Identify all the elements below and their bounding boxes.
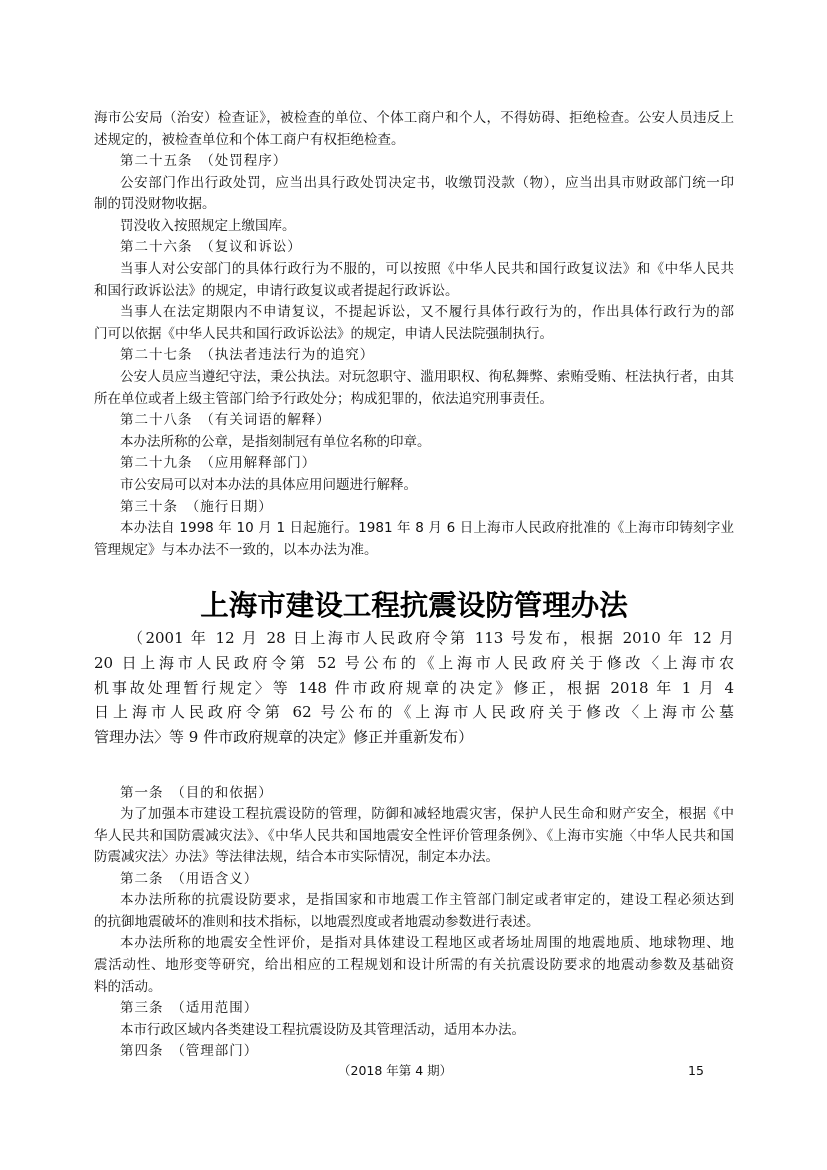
subtitle-line: 管理办法〉等 9 件市政府规章的决定》修正并重新发布） [94, 728, 474, 746]
paragraph-line: 防震减灾法〉办法》等法律法规，结合本市实际情况，制定本办法。 [94, 849, 499, 865]
paragraph-line: 制的罚没财物收据。 [94, 196, 216, 212]
paragraph-line: 市公安局可以对本办法的具体应用问题进行解释。 [120, 477, 417, 493]
article-heading: 第二十六条 （复议和诉讼） [120, 239, 302, 255]
paragraph-line: 门可以依据《中华人民共和国行政诉讼法》的规定，申请人民法院强制执行。 [94, 326, 553, 342]
page-number: 15 [688, 1063, 704, 1078]
subtitle-line: 机事故处理暂行规定〉等 148 件市政府规章的决定》修正，根据 2018 年 1 月 4 [94, 679, 734, 697]
article-heading: 第二十七条 （执法者违法行为的追究） [120, 347, 375, 363]
paragraph-line: 公安部门作出行政处罚，应当出具行政处罚决定书，收缴罚没款（物），应当出具市财政部门统一印 [120, 175, 734, 191]
paragraph-line: 述规定的，被检查单位和个体工商户有权拒绝检查。 [94, 132, 405, 148]
paragraph-line: 所在单位或者上级主管部门给予行政处分；构成犯罪的，依法追究刑事责任。 [94, 391, 553, 407]
paragraph-line: 当事人对公安部门的具体行政行为不服的，可以按照《中华人民共和国行政复议法》和《中华人民共 [120, 261, 734, 277]
article-heading: 第二条 （用语含义） [120, 871, 259, 887]
paragraph-line: 本市行政区域内各类建设工程抗震设防及其管理活动，适用本办法。 [120, 1022, 525, 1038]
paragraph-line: 海市公安局（治安）检查证》，被检查的单位、个体工商户和个人，不得妨碍、拒绝检查。公安人员违反上 [94, 110, 734, 126]
paragraph-line: 本办法所称的抗震设防要求，是指国家和市地震工作主管部门制定或者审定的，建设工程必须达到 [120, 892, 734, 908]
paragraph-line: 和国行政诉讼法》的规定，申请行政复议或者提起行政诉讼。 [94, 283, 459, 299]
subtitle-line: 20 日上海市人民政府令第 52 号公布的《上海市人民政府关于修改〈上海市农 [94, 654, 734, 672]
article-heading: 第二十五条 （处罚程序） [120, 153, 288, 169]
article-heading: 第二十八条 （有关词语的解释） [120, 412, 331, 428]
article-heading: 第三十条 （施行日期） [120, 499, 273, 515]
paragraph-line: 本办法自 1998 年 10 月 1 日起施行。1981 年 8 月 6 日上海市人民政府批准的《上海市印铸刻字业 [120, 520, 734, 536]
article-heading: 第二十九条 （应用解释部门） [120, 455, 317, 471]
article-heading: 第三条 （适用范围） [120, 1000, 259, 1016]
paragraph-line: 华人民共和国防震减灾法》、《中华人民共和国地震安全性评价管理条例》、《上海市实施〈中华人民共和国 [94, 828, 734, 844]
subtitle-line: 日上海市人民政府令第 62 号公布的《上海市人民政府关于修改〈上海市公墓 [94, 703, 734, 721]
paragraph-line: 公安人员应当遵纪守法，秉公执法。对玩忽职守、滥用职权、徇私舞弊、索贿受贿、枉法执行者，由其 [120, 369, 734, 385]
subtitle-line: （2001 年 12 月 28 日上海市人民政府令第 113 号发布，根据 2010 年 12 月 [128, 629, 734, 647]
paragraph-line: 当事人在法定期限内不申请复议，不提起诉讼，又不履行具体行政行为的，作出具体行政行为的部 [120, 304, 734, 320]
paragraph-line: 本办法所称的公章，是指刻制冠有单位名称的印章。 [120, 434, 431, 450]
paragraph-line: 本办法所称的地震安全性评价，是指对具体建设工程地区或者场址周围的地震地质、地球物理、地 [120, 935, 734, 951]
paragraph-line: 罚没收入按照规定上缴国库。 [120, 218, 296, 234]
paragraph-line: 的抗御地震破坏的准则和技术指标，以地震烈度或者地震动参数进行表述。 [94, 914, 540, 930]
paragraph-line: 料的活动。 [94, 979, 162, 995]
document-title: 上海市建设工程抗震设防管理办法 [200, 588, 628, 622]
article-heading: 第四条 （管理部门） [120, 1043, 259, 1059]
paragraph-line: 震活动性、地形变等研究，给出相应的工程规划和设计所需的有关抗震设防要求的地震动参数及基础资 [94, 957, 734, 973]
article-heading: 第一条 （目的和依据） [120, 785, 273, 801]
paragraph-line: 为了加强本市建设工程抗震设防的管理，防御和减轻地震灾害，保护人民生命和财产安全，根据《中 [120, 806, 734, 822]
footer-issue: （2018 年第 4 期） [338, 1063, 453, 1078]
paragraph-line: 管理规定》与本办法不一致的，以本办法为准。 [94, 542, 378, 558]
